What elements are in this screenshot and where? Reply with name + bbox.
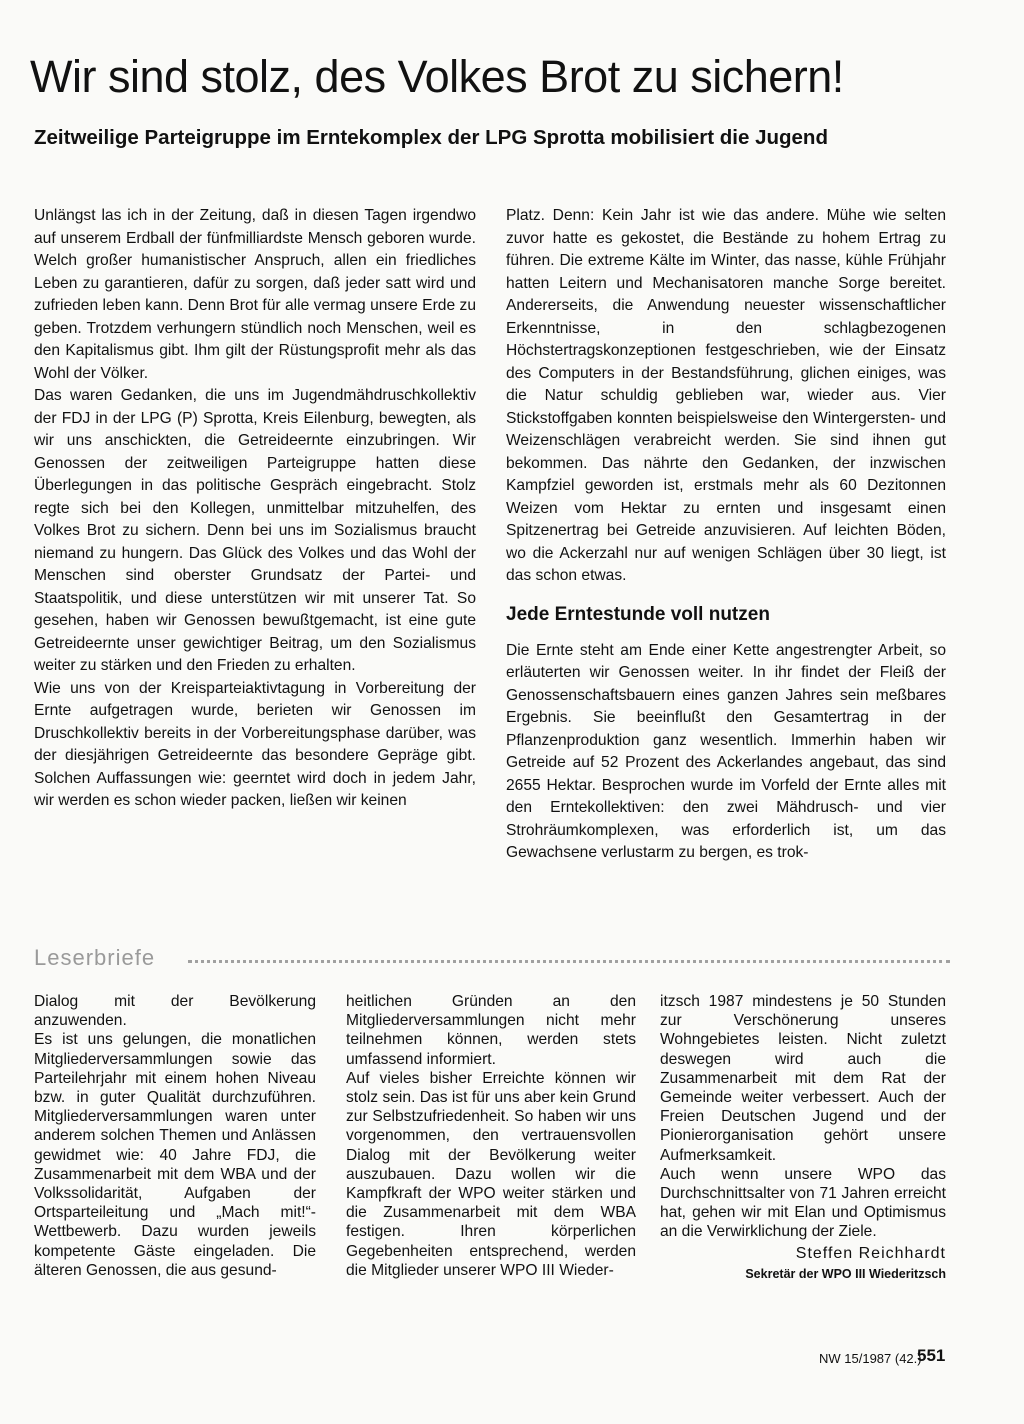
page-number: 551 bbox=[917, 1346, 946, 1365]
letters-section-header bbox=[34, 943, 950, 977]
section-title: Leserbriefe bbox=[34, 945, 156, 970]
subheadline: Zeitweilige Parteigruppe im Erntekomplex der LPG Sprotta mobilisiert die Jugend bbox=[34, 126, 828, 149]
letter-column-3 bbox=[660, 992, 946, 1284]
article-paragraph: Das waren Gedanken, die uns im Jugendmähdruschkollektiv der FDJ in der LPG (P) Sprotta, Kreis Eilenburg, bewegten, als wir uns anschickten, die Getreideernte einzubringen. Wir Genossen der zeitweiligen Parteigruppe hatten diese Überlegungen in das politische Gespräch eingebracht. Stolz regte sich bei den Kollegen, unmittelbar mitzuhelfen, des Volkes Brot zu sichern. Denn bei uns im Sozialismus braucht niemand zu hungern. Das Glück des Volkes und das Wohl der Menschen sind oberster Grundsatz der Partei- und Staatspolitik, und diese unterstützen wir mit unserer Tat. So gesehen, haben wir Genossen bewußtgemacht, ist eine gute Getreideernte unser gewichtiger Beitrag, um den Sozialismus weiter zu stärken und den Frieden zu erhalten. bbox=[34, 387, 476, 674]
article-column-1 bbox=[34, 205, 476, 813]
letter-paragraph: Auch wenn unsere WPO das Durchschnittsalter von 71 Jahren erreicht hat, gehen wir mit Elan und Optimismus an die Verwirklichung der Ziele. bbox=[660, 1165, 946, 1241]
headline: Wir sind stolz, des Volkes Brot zu sichern! bbox=[30, 51, 844, 102]
letter-paragraph: heitlichen Gründen an den Mitgliederversammlungen nicht mehr teilnehmen können, werden stets umfassend informiert. bbox=[346, 993, 636, 1068]
issue-reference: NW 15/1987 (42.) bbox=[819, 1351, 922, 1366]
article-paragraph: Die Ernte steht am Ende einer Kette angestrengter Arbeit, so erläuterten wir Genossen weiter. In ihr findet der Fleiß der Genossenschaftsbauern eines ganzen Jahres sein meßbares Ergebnis. Sie beeinflußt den Gesamtertrag in der Pflanzenproduktion ganz wesentlich. Immerhin haben wir Getreide auf 52 Prozent des Ackerlandes angebaut, das sind 2655 Hektar. Besprochen wurde im Vorfeld der Ernte alles mit den Erntekollektiven: den zwei Mähdrusch- und vier Strohräumkomplexen, was erforderlich ist, um das Gewachsene verlustarm zu bergen, es trok- bbox=[506, 641, 946, 861]
article-paragraph: Wie uns von der Kreisparteiaktivtagung in Vorbereitung der Ernte aufgetragen wurde, berieten wir Genossen im Druschkollektiv bereits in der Vorbereitungsphase darüber, was der diesjährigen Getreideernte das besondere Gepräge gibt. Solchen Auffassungen wie: geerntet wird doch in jedem Jahr, wir werden es schon wieder packen, ließen wir keinen bbox=[34, 679, 476, 809]
signature-name: Steffen Reichhardt bbox=[795, 1244, 946, 1262]
article-paragraph: Unlängst las ich in der Zeitung, daß in diesen Tagen irgendwo auf unserem Erdball der fünfmilliardste Mensch geboren wurde. Welch großer humanistischer Anspruch, allen ein friedliches Leben zu garantieren, dafür zu sorgen, daß jeder satt wird und zufrieden leben kann. Denn Brot für alle vermag unsere Erde zu geben. Trotzdem verhungern stündlich noch Menschen, weil es den Kapitalismus gibt. Ihm gilt der Rüstungsprofit mehr als das Wohl der Völker. bbox=[34, 207, 476, 382]
article-subheading: Jede Erntestunde voll nutzen bbox=[506, 603, 770, 625]
article-column-2 bbox=[506, 205, 946, 865]
article-paragraph: Platz. Denn: Kein Jahr ist wie das andere. Mühe wie selten zuvor hatte es gekostet, die Bestände zu hohem Ertrag zu führen. Die extreme Kälte im Winter, das nasse, kühle Frühjahr hatten Leitern und Mechanisatoren manche Sorge bereitet. Andererseits, die Anwendung neuester wissenschaftlicher Erkenntnisse, in den schlagbezogenen Höchstertragskonzeptionen festgeschrieben, wie der Einsatz des Computers in der Bestandsführung, glichen einiges, was die Natur schuldig geblieben war, wieder aus. Vier Stickstoffgaben konnten beispielsweise den Wintergersten- und Weizenschlägen verabreicht werden. Sie sind ihnen gut bekommen. Das nährte den Gedanken, der inzwischen Kampfziel geworden ist, erstmals mehr als 60 Dezitonnen Weizen vom Hektar zu ernten und insgesamt einen Spitzenertrag bei Getreide anzuvisieren. Auf leichten Böden, wo die Ackerzahl nur auf wenigen Schlägen über 30 liegt, ist das schon etwas. bbox=[506, 207, 946, 584]
letter-paragraph: Es ist uns gelungen, die monatlichen Mitgliederversammlungen sowie das Parteilehrjahr mit einem hohen Niveau bzw. in guter Qualität durchzuführen. Mitgliederversammlungen waren unter anderem solchen Themen und Anlässen gewidmet wie: 40 Jahre FDJ, die Zusammenarbeit mit dem WBA und der Volkssolidarität, Aufgaben der Ortsparteileitung und „Mach mit!“-Wettbewerb. Dazu wurden jeweils kompetente Gäste eingeladen. Die älteren Genossen, die aus gesund- bbox=[34, 1031, 316, 1279]
section-divider bbox=[188, 960, 950, 963]
letter-paragraph: itzsch 1987 mindestens je 50 Stunden zur Verschönerung unseres Wohngebietes leisten. Nicht zuletzt deswegen wird auch die Zusammenarbeit mit dem Rat der Gemeinde weiter verbessert. Auch der Freien Deutschen Jugend und der Pionierorganisation gehört unsere Aufmerksamkeit. bbox=[660, 993, 946, 1164]
signature-title: Sekretär der WPO III Wiederitzsch bbox=[745, 1266, 946, 1281]
letter-paragraph: Auf vieles bisher Erreichte können wir stolz sein. Das ist für uns aber kein Grund zur Selbstzufriedenheit. So haben wir uns vorgenommen, den vertrauensvollen Dialog mit der Bevölkerung weiter auszubauen. Dazu wollen wir die Kampfkraft der WPO weiter stärken und die Zusammenarbeit mit dem WBA festigen. Ihren körperlichen Gegebenheiten entsprechend, werden die Mitglieder unserer WPO III Wieder- bbox=[346, 1069, 636, 1279]
letter-paragraph: Dialog mit der Bevölkerung anzuwenden. bbox=[34, 993, 316, 1030]
letter-column-1 bbox=[34, 992, 316, 1280]
letter-column-2 bbox=[346, 992, 636, 1280]
